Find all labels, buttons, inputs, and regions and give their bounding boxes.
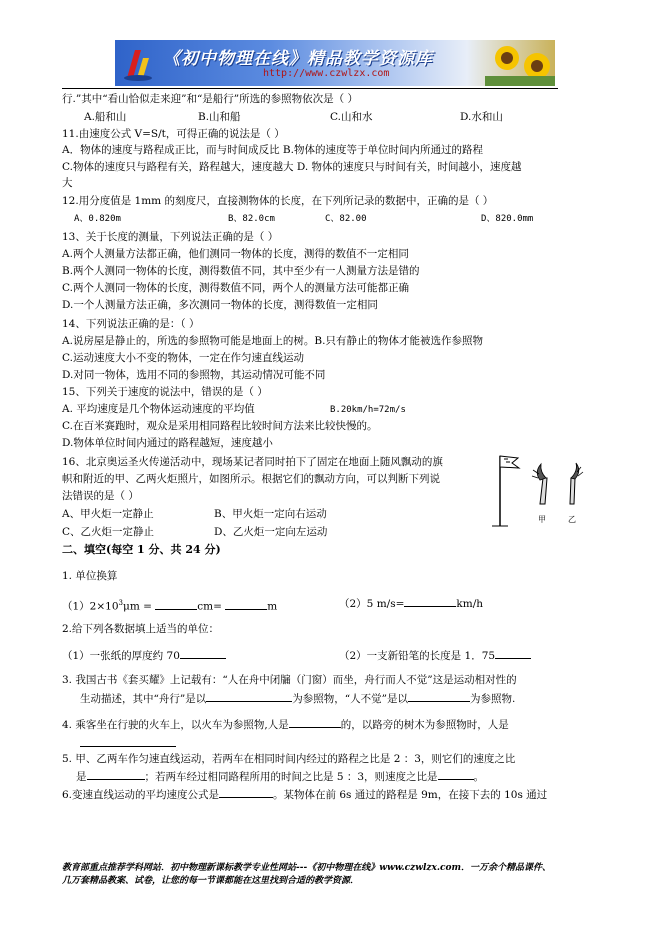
- fill-5-line1: 5. 甲、乙两车作匀速直线运动，若两车在相同时间内经过的路程之比是 2 ：3，则它们的速度之比: [62, 753, 516, 765]
- header-url[interactable]: http://www.czwlzx.com: [263, 68, 390, 79]
- q11-cd-cont: 大: [62, 177, 73, 189]
- q14-stem: 14、下列说法正确的是：（ ）: [62, 318, 200, 330]
- blank-3b[interactable]: [408, 691, 470, 702]
- q15-d: D.物体单位时间内通过的路程越短，速度越小: [62, 437, 273, 449]
- fill-5-line2: 是 ；若两车经过相同路程所用的时间之比是 5 ：3，则速度之比是 。: [76, 771, 485, 783]
- q16-stem-2: 帜和附近的甲、乙两火炬照片，如图所示。根据它们的飘动方向，可以判断下列说: [62, 473, 440, 485]
- blank-1a-cm[interactable]: [155, 599, 197, 610]
- q12-opt-a: A、0.820m: [74, 214, 121, 224]
- q15-stem: 15、下列关于速度的说法中，错误的是（ ）: [62, 386, 268, 398]
- q13-stem: 13、关于长度的测量，下列说法正确的是（ ）: [62, 231, 279, 243]
- fill-1-2: （2）5 m/s= km/h: [339, 598, 484, 610]
- q14-d: D.对同一物体，选用不同的参照物，其运动情况可能不同: [62, 369, 326, 381]
- q14-c: C.运动速度大小不变的物体，一定在作匀速直线运动: [62, 352, 304, 364]
- q12-stem: 12.用分度值是 1mm 的刻度尺，直接测物体的长度，在下列所记录的数据中，正确的是（ ）: [62, 195, 494, 207]
- q11-stem: 11.由速度公式 V=S/t，可得正确的说法是（ ）: [62, 128, 285, 140]
- q10-opt-b: B.山和船: [198, 111, 241, 123]
- fill-3-line1: 3. 我国古书《套买耀》上记载有：“人在舟中闭牖（门窗）而坐，舟行而人不觉”这是运动相对性的: [62, 674, 517, 686]
- page-footer: [62, 862, 602, 888]
- q13-a: A.两个人测量方法都正确，他们测同一物体的长度，测得的数值不一定相同: [62, 248, 409, 260]
- q11-cd: C.物体的速度只与路程有关，路程越大，速度越大 D. 物体的速度只与时间有关，时间越小，速度越: [62, 161, 522, 173]
- fill-1-stem: 1. 单位换算: [62, 570, 118, 582]
- footer-line-1: 教育部重点推荐学科网站．初中物理新课标教学专业性网站---《初中物理在线》www.czwlzx.com．一万余个精品课件、: [62, 863, 552, 873]
- sunflower-icon: [485, 40, 555, 86]
- header-banner: [115, 40, 555, 86]
- q12-opt-b: B、82.0cm: [228, 214, 275, 224]
- blank-1b[interactable]: [404, 596, 456, 607]
- blank-1a-m[interactable]: [225, 599, 267, 610]
- blank-5b[interactable]: [438, 769, 474, 780]
- q10-opt-d: D.水和山: [460, 111, 503, 123]
- q11-ab: A．物体的速度与路程成正比，而与时间成反比 B.物体的速度等于单位时间内所通过的路程: [62, 144, 483, 156]
- fill-1-1: $(1)2\times 10^3\mu m = cm= m$: [62, 599, 278, 613]
- q15-b: B.20km/h=72m/s: [330, 405, 406, 415]
- q13-b: B.两个人测同一物体的长度，测得数值不同，其中至少有一人测量方法是错的: [62, 265, 420, 277]
- q13-c: C.两个人测同一物体的长度，测得数值不同，两个人的测量方法可能都正确: [62, 282, 409, 294]
- blank-4a[interactable]: [289, 717, 341, 728]
- q16-opt-a: A、甲火炬一定静止: [62, 508, 154, 520]
- q16-opt-d: D、乙火炬一定向左运动: [214, 526, 328, 538]
- q10-opt-c: C.山和水: [330, 111, 373, 123]
- q16-opt-c: C、乙火炬一定静止: [62, 526, 155, 538]
- q12-opt-c: C、82.00: [325, 214, 367, 224]
- flag-icon: [492, 456, 519, 526]
- fill-2-1: （1）一张纸的厚度约 70: [62, 648, 226, 663]
- q16-opt-b: B、甲火炬一定向右运动: [214, 508, 327, 520]
- label-jia: 甲: [538, 515, 546, 524]
- q10-opt-a: A.船和山: [84, 111, 127, 123]
- fill-4-line1: 4. 乘客坐在行驶的火车上，以火车为参照物,人是 的，以路旁的树木为参照物时，人是: [62, 719, 509, 731]
- blank-4b[interactable]: [80, 736, 176, 747]
- footer-line-2: 几万套精品教案、试卷，让您的每一节课都能在这里找到合适的教学资源．: [62, 876, 360, 886]
- q15-c: C.在百米赛跑时，观众是采用相同路程比较时间方法来比较快慢的。: [62, 420, 378, 432]
- flag-torch-figure: [488, 450, 600, 532]
- q15-a: A. 平均速度是几个物体运动速度的平均值: [62, 403, 255, 415]
- q12-opt-d: D、820.0mm: [481, 214, 534, 224]
- label-yi: 乙: [568, 515, 576, 524]
- blank-6a[interactable]: [219, 787, 273, 798]
- header-rule: [62, 88, 558, 89]
- q16-stem-3: 法错误的是（ ）: [62, 490, 139, 502]
- q13-d: D.一个人测量方法正确，多次测同一物体的长度，测得数值一定相同: [62, 299, 378, 311]
- fill-3-line2: 生动描述，其中“舟行”是以 为参照物，“人不觉”是以 为参照物.: [80, 693, 516, 705]
- fill-4-line2: [80, 736, 176, 751]
- fill-6-line1: 6.变速直线运动的平均速度公式是 。某物体在前 6s 通过的路程是 9m，在接下去的 10s 通过: [62, 789, 548, 801]
- torch-yi-icon: [570, 463, 583, 504]
- blank-3a[interactable]: [206, 691, 292, 702]
- fill-2-2: （2）一支新铅笔的长度是 1．75: [339, 648, 531, 663]
- fill-2-stem: 2.给下列各数据填上适当的单位：: [62, 623, 220, 635]
- blank-2a[interactable]: [180, 648, 226, 659]
- blank-5a[interactable]: [87, 769, 145, 780]
- q10-tail: 行.”其中“看山恰似走来迎”和“是船行”所选的参照物依次是（ ）: [62, 93, 359, 105]
- blank-2b[interactable]: [495, 648, 531, 659]
- header-title: 《初中物理在线》精品教学资源库: [163, 49, 433, 69]
- torch-jia-icon: [532, 464, 547, 504]
- site-logo-icon: [121, 44, 155, 82]
- q14-ab: A.说房屋是静止的，所选的参照物可能是地面上的树。B.只有静止的物体才能被选作参照物: [62, 335, 483, 347]
- q16-stem-1: 16、北京奥运圣火传递活动中，现场某记者同时拍下了固定在地面上随风飘动的旗: [62, 456, 443, 468]
- section-2-heading: 二、填空(每空 1 分、共 24 分): [62, 543, 221, 556]
